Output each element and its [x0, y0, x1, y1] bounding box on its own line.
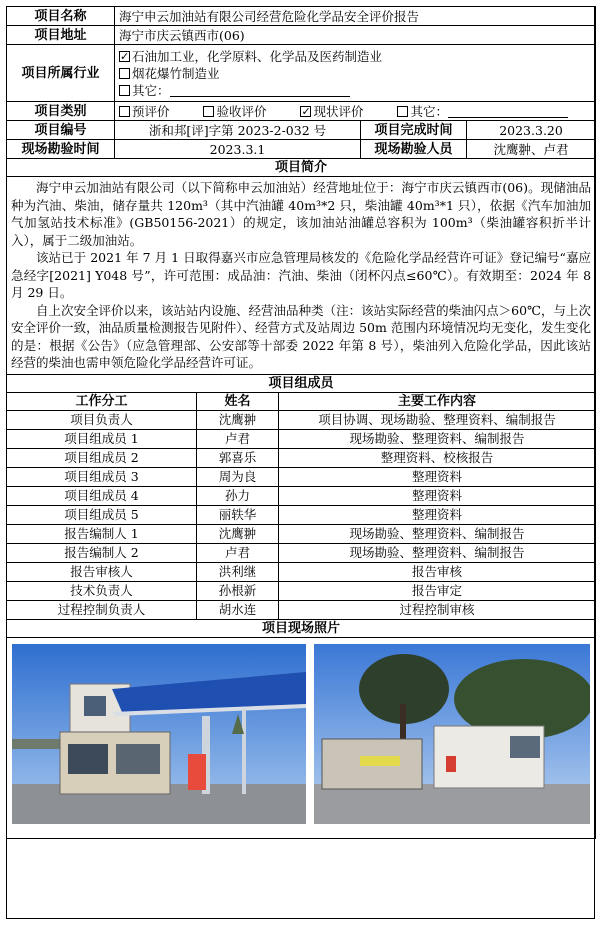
- member-role: 报告编制人 2: [7, 543, 197, 562]
- category-option-3-text: 现状评价: [313, 103, 364, 119]
- member-role: 项目组成员 5: [7, 505, 197, 524]
- page-frame: [6, 6, 595, 919]
- industry-option-2-text: 烟花爆竹制造业: [132, 65, 220, 81]
- members-header-name: 姓名: [197, 392, 279, 410]
- survey-time-value: 2023.3.1: [115, 140, 361, 159]
- member-work: 过程控制审核: [279, 600, 596, 619]
- member-role: 项目组成员 1: [7, 429, 197, 448]
- member-name: 周为良: [197, 467, 279, 486]
- member-role: 项目负责人: [7, 410, 197, 429]
- member-name: 卢君: [197, 429, 279, 448]
- member-role: 报告审核人: [7, 562, 197, 581]
- project-address-label: 项目地址: [7, 26, 115, 45]
- member-work: 整理资料: [279, 467, 596, 486]
- category-option-2-text: 验收评价: [216, 103, 267, 119]
- industry-label: 项目所属行业: [7, 45, 115, 102]
- members-header-work: 主要工作内容: [279, 392, 596, 410]
- member-name: 卢君: [197, 543, 279, 562]
- member-role: 项目组成员 2: [7, 448, 197, 467]
- members-header-role: 工作分工: [7, 392, 197, 410]
- member-work: 现场勘验、整理资料、编制报告: [279, 524, 596, 543]
- member-name: 孙根新: [197, 581, 279, 600]
- industry-option-1-text: 石油加工业，化学原料、化学品及医药制造业: [132, 48, 383, 64]
- project-number-value: 浙和邦[评]字第 2023-2-032 号: [115, 121, 361, 140]
- members-title: 项目组成员: [7, 374, 596, 392]
- member-name: 胡水连: [197, 600, 279, 619]
- member-name: 丽轶华: [197, 505, 279, 524]
- project-address-value: 海宁市庆云镇西市(06): [115, 26, 596, 45]
- member-work: 整理资料: [279, 486, 596, 505]
- member-role: 报告编制人 1: [7, 524, 197, 543]
- intro-title: 项目简介: [7, 159, 596, 177]
- intro-paragraph-1: 海宁申云加油站有限公司（以下简称申云加油站）经营地址位于：海宁市庆云镇西市(06)。现储油品种为汽油、柴油，储存量共 120m³（其中汽油罐 40m³*2 只，柴油罐 40m³*1 只），依据《汽车加油加气加氢站技术标准》(GB50156-2021）的规定，该加油站油罐总容积为 100m³（柴油罐容积折半计入），属于二级加油站。: [11, 180, 592, 248]
- member-role: 项目组成员 4: [7, 486, 197, 505]
- member-work: 报告审定: [279, 581, 596, 600]
- member-work: 现场勘验、整理资料、编制报告: [279, 429, 596, 448]
- member-name: 郭喜乐: [197, 448, 279, 467]
- project-name-value: 海宁申云加油站有限公司经营危险化学品安全评价报告: [115, 7, 596, 26]
- member-work: 整理资料: [279, 505, 596, 524]
- member-work: 现场勘验、整理资料、编制报告: [279, 543, 596, 562]
- member-name: 孙力: [197, 486, 279, 505]
- project-number-label: 项目编号: [7, 121, 115, 140]
- intro-paragraph-2: 该站已于 2021 年 7 月 1 日取得嘉兴市应急管理局核发的《危险化学品经营许可证》登记编号“嘉应急经字[2021] Y048 号”，许可范围：成品油：汽油、柴油（闭杯闪点≤60℃）。有效期至：2024 年 8 月 29 日。: [11, 250, 592, 300]
- member-role: 过程控制负责人: [7, 600, 197, 619]
- member-name: 沈鹰翀: [197, 524, 279, 543]
- project-name-label: 项目名称: [7, 7, 115, 26]
- photos-title: 项目现场照片: [7, 619, 596, 637]
- survey-time-label: 现场勘验时间: [7, 140, 115, 159]
- member-name: 沈鹰翀: [197, 410, 279, 429]
- category-option-1-text: 预评价: [132, 103, 170, 119]
- member-work: 项目协调、现场勘验、整理资料、编制报告: [279, 410, 596, 429]
- completion-time-value: 2023.3.20: [467, 121, 596, 140]
- survey-staff-label: 现场勘验人员: [361, 140, 467, 159]
- member-work: 整理资料、校核报告: [279, 448, 596, 467]
- industry-option-3-text: 其它：: [132, 82, 170, 98]
- member-role: 项目组成员 3: [7, 467, 197, 486]
- intro-paragraph-3: 自上次安全评价以来，该站站内设施、经营油品种类（注：该站实际经营的柴油闪点＞60℃，与上次安全评价一致，油品质量检测报告见附件）、经营方式及站周边 50m 范围内环境情况均无变化，发生变化的是：根据《公告》（应急管理部、公安部等十部委 2022 年第 8 号），柴油列入危险化学品，因此该站经营的柴油也需申领危险化学品经营许可证。: [11, 302, 592, 370]
- member-work: 报告审核: [279, 562, 596, 581]
- member-name: 洪利继: [197, 562, 279, 581]
- member-role: 技术负责人: [7, 581, 197, 600]
- category-label: 项目类别: [7, 102, 115, 121]
- survey-staff-value: 沈鹰翀、卢君: [467, 140, 596, 159]
- completion-time-label: 项目完成时间: [361, 121, 467, 140]
- category-option-4-text: 其它：: [410, 103, 448, 119]
